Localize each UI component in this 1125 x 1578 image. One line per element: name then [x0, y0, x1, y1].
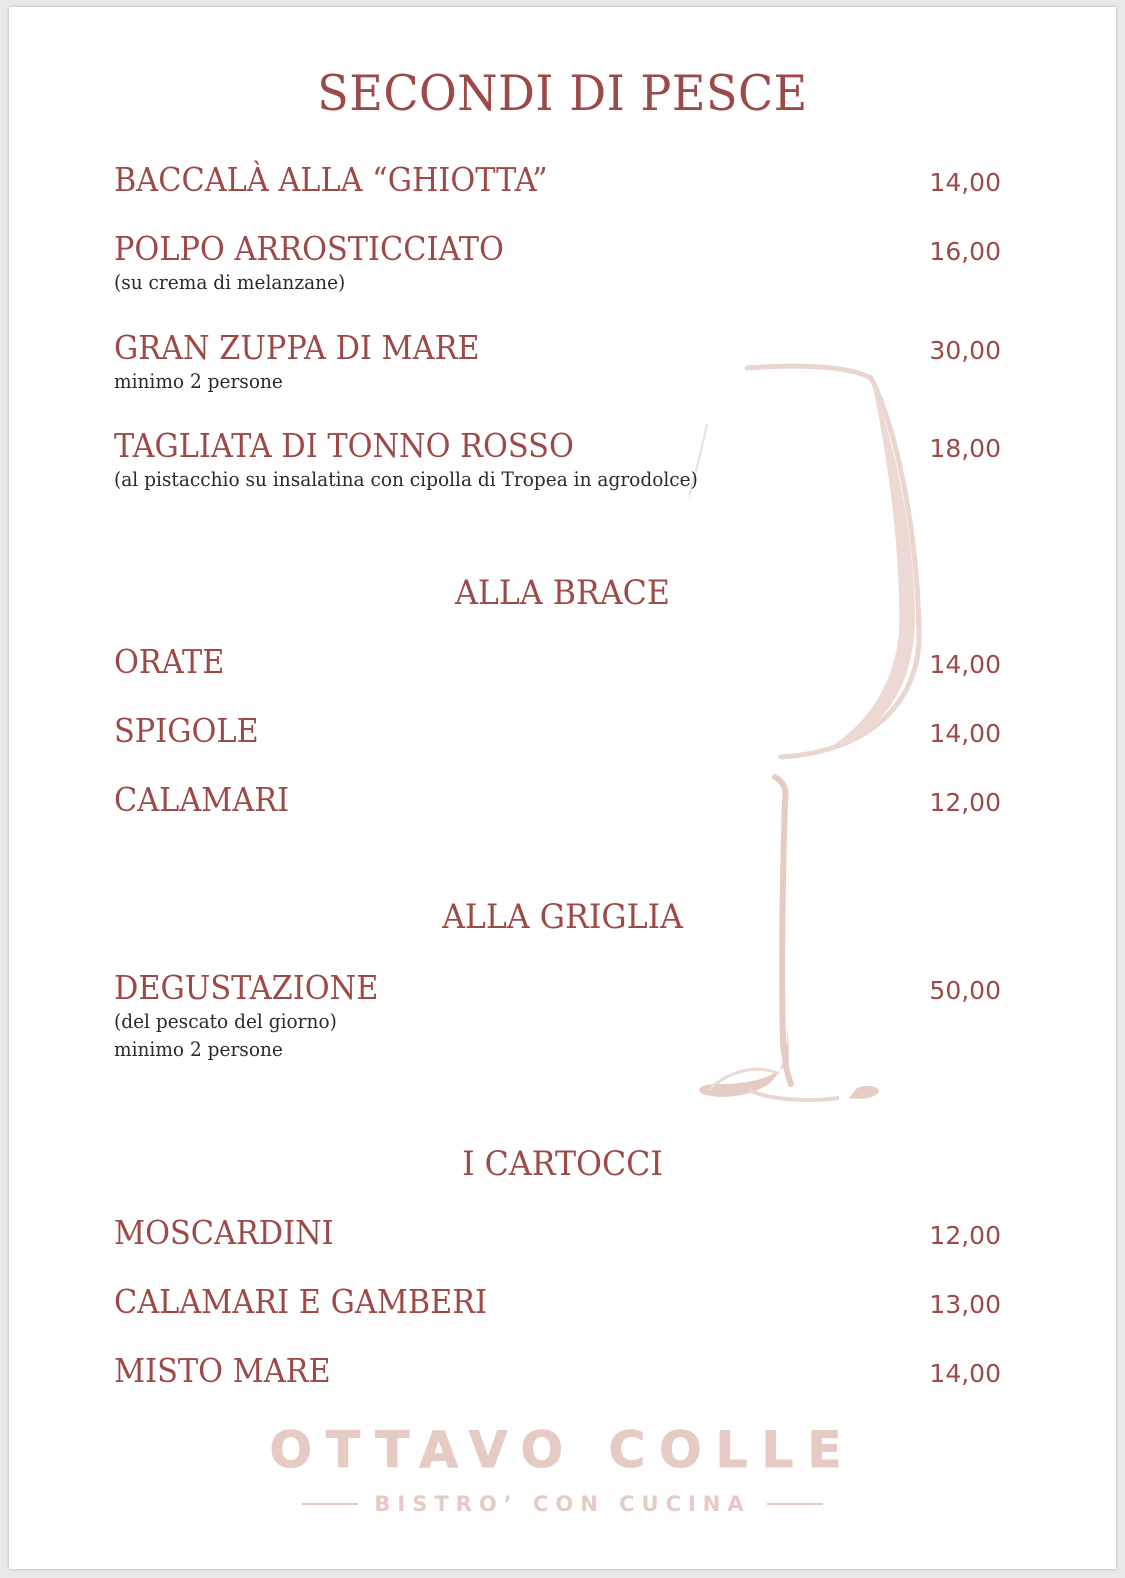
menu-item	[114, 1351, 1001, 1391]
item-note: minimo 2 persone	[114, 370, 283, 393]
item-name: BACCALÀ ALLA “GHIOTTA”	[114, 160, 548, 199]
item-name: SPIGOLE	[114, 711, 259, 750]
item-name: TAGLIATA DI TONNO ROSSO	[114, 426, 574, 465]
item-price: 50,00	[929, 976, 1001, 1005]
section-heading-alla-brace: ALLA BRACE	[455, 573, 670, 613]
item-name: GRAN ZUPPA DI MARE	[114, 328, 480, 367]
item-name: POLPO ARROSTICCIATO	[114, 229, 504, 268]
menu-item	[114, 642, 1001, 682]
divider	[767, 1503, 823, 1505]
item-name: ORATE	[114, 642, 225, 681]
item-price: 14,00	[929, 1359, 1001, 1388]
item-price: 14,00	[929, 650, 1001, 679]
section-heading-i-cartocci: I CARTOCCI	[462, 1144, 663, 1184]
page-title: SECONDI DI PESCE	[317, 65, 808, 122]
item-price: 16,00	[929, 237, 1001, 266]
item-price: 13,00	[929, 1290, 1001, 1319]
item-name: CALAMARI E GAMBERI	[114, 1282, 488, 1321]
menu-item	[114, 1213, 1001, 1253]
item-note: minimo 2 persone	[114, 1038, 283, 1061]
brand-logo: OTTAVO COLLE	[269, 1421, 856, 1479]
brand-tagline: BISTRO’ CON CUCINA	[374, 1492, 751, 1516]
item-price: 14,00	[929, 168, 1001, 197]
item-note: (su crema di melanzane)	[114, 271, 346, 294]
menu-item	[114, 229, 1001, 297]
menu-item	[114, 328, 1001, 396]
item-note: (al pistacchio su insalatina con cipolla di Tropea in agrodolce)	[114, 468, 698, 491]
item-price: 30,00	[929, 336, 1001, 365]
menu-item	[114, 160, 1001, 200]
menu-page	[9, 7, 1116, 1569]
menu-item	[114, 968, 1001, 1064]
item-price: 14,00	[929, 719, 1001, 748]
section-heading-alla-griglia: ALLA GRIGLIA	[442, 897, 683, 937]
menu-item	[114, 1282, 1001, 1322]
item-note: (del pescato del giorno)	[114, 1010, 337, 1033]
menu-item	[114, 780, 1001, 820]
item-price: 12,00	[929, 1221, 1001, 1250]
item-name: MISTO MARE	[114, 1351, 331, 1390]
item-price: 12,00	[929, 788, 1001, 817]
brand-tagline-row	[9, 1492, 1116, 1516]
item-price: 18,00	[929, 434, 1001, 463]
menu-item	[114, 426, 1001, 494]
item-name: CALAMARI	[114, 780, 290, 819]
menu-item	[114, 711, 1001, 751]
item-name: MOSCARDINI	[114, 1213, 334, 1252]
item-name: DEGUSTAZIONE	[114, 968, 379, 1007]
divider	[302, 1503, 358, 1505]
